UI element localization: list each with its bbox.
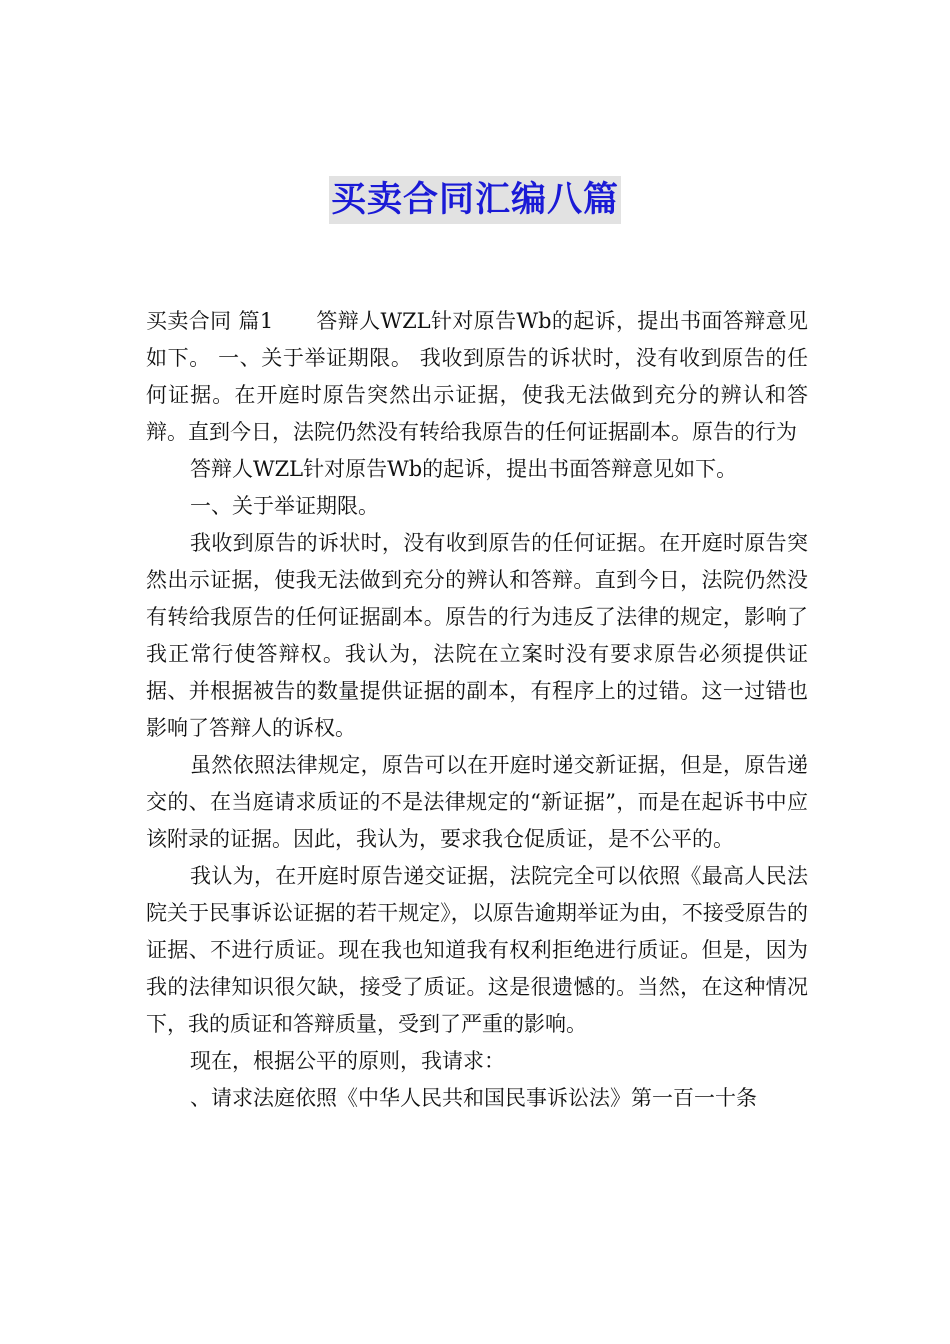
paragraph: 现在，根据公平的原则，我请求：: [190, 1049, 505, 1073]
paragraph: 虽然依照法律规定，原告可以在开庭时递交新证据，但是，原告递交的、在当庭请求质证的不是法律规定的“新证据”，而是在起诉书中应该附录的证据。因此，我认为，要求我仓促质证，是不公平的。: [146, 753, 808, 851]
paragraph: 答辩人WZL针对原告Wb的起诉，提出书面答辩意见如下。: [190, 457, 738, 481]
paragraph: 我认为，在开庭时原告递交证据，法院完全可以依照《最高人民法院关于民事诉讼证据的若干规定》，以原告逾期举证为由，不接受原告的证据、不进行质证。现在我也知道我有权利拒绝进行质证。但是，因为我的法律知识很欠缺，接受了质证。这是很遗憾的。当然，在这种情况下，我的质证和答辩质量，受到了严重的影响。: [146, 864, 808, 1036]
paragraph: 我收到原告的诉状时，没有收到原告的任何证据。在开庭时原告突然出示证据，使我无法做到充分的辨认和答辩。直到今日，法院仍然没有转给我原告的任何证据副本。原告的行为违反了法律的规定，影响了我正常行使答辩权。我认为，法院在立案时没有要求原告必须提供证据、并根据被告的数量提供证据的副本，有程序上的过错。这一过错也影响了答辩人的诉权。: [146, 531, 808, 740]
paragraph: 一、关于举证期限。: [190, 494, 379, 518]
paragraph: 买卖合同 篇1 答辩人WZL针对原告Wb的起诉，提出书面答辩意见如下。 一、关于举证期限。 我收到原告的诉状时，没有收到原告的任何证据。在开庭时原告突然出示证据，使我无法做到充分的辨认和答辩。直到今日，法院仍然没有转给我原告的任何证据副本。原告的行为: [146, 309, 808, 444]
document-body: [146, 303, 808, 1117]
paragraph: 、请求法庭依照《中华人民共和国民事诉讼法》第一百一十条: [190, 1086, 757, 1110]
title-container: [0, 176, 950, 224]
document-title: 买卖合同汇编八篇: [329, 176, 621, 224]
